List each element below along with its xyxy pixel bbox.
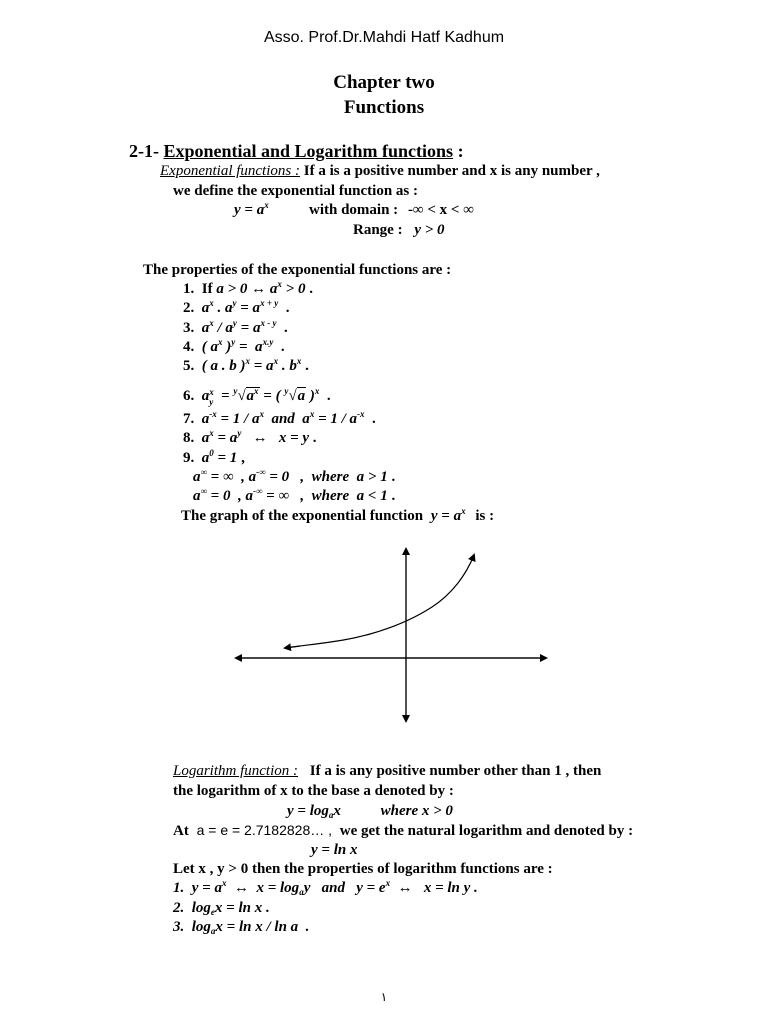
log-at-prefix: At bbox=[173, 823, 189, 839]
exp-definition: $y = a^x$ bbox=[234, 200, 269, 218]
section-number: 2-1- bbox=[129, 141, 159, 161]
exp-prop-9b: a∞ = ∞ , a-∞ = 0 , where a > 1 . bbox=[193, 467, 396, 485]
exp-label: Exponential functions : bbox=[160, 163, 300, 179]
exponential-curve bbox=[285, 555, 474, 648]
log-intro-line bbox=[173, 763, 601, 780]
log-ln: y = ln x bbox=[311, 842, 358, 858]
log-props-heading: Let x , y > 0 then the properties of logarithm functions are : bbox=[173, 861, 553, 877]
exp-prop-5: 5. ( a . b )$^x = a^x$ . $b^x$ . bbox=[183, 356, 309, 374]
section-title: Exponential and Logarithm functions bbox=[163, 141, 454, 161]
exp-prop-4: 4. ( $a^x$ )$^y = a^{x.y}$ . bbox=[183, 337, 285, 355]
graph-caption: The graph of the exponential function $y = a^x$ is : bbox=[181, 506, 495, 524]
log-def-where: where x > 0 bbox=[380, 803, 453, 819]
chapter-subtitle: Functions bbox=[343, 97, 425, 118]
exp-prop-9c: a∞ = 0 , a-∞ = ∞ , where a < 1 . bbox=[193, 486, 396, 504]
exp-range-label: Range : bbox=[353, 222, 403, 238]
section-colon: : bbox=[457, 141, 464, 161]
page-number: ١ bbox=[380, 990, 388, 1004]
exp-intro-2: we define the exponential function as : bbox=[173, 183, 418, 199]
exp-prop-6: 6. a x y = $^y√a^x$ = ( $^y$√a )$^x$ . bbox=[183, 386, 331, 407]
exp-def-lhs: y = a bbox=[234, 202, 265, 218]
exp-props-heading: The properties of the exponential functions are : bbox=[143, 262, 452, 278]
exp-domain-label: with domain : bbox=[309, 202, 399, 218]
exp-prop-7: 7. $a^{-x} = 1 / a^x$ and $a^x = 1 / a^{-x}$ . bbox=[183, 409, 376, 427]
log-prop-3: 3. $\log_ax = \ln x / \ln a$ . bbox=[173, 919, 310, 936]
log-at-value: a = e = 2.7182828… , bbox=[196, 822, 333, 838]
log-prop-1: 1. $y = a^x$ ↔ $x = \log_ay$ and $y = e^x$ ↔ x = ln y . bbox=[173, 878, 478, 897]
author-header: Asso. Prof.Dr.Mahdi Hatf Kadhum bbox=[263, 29, 505, 46]
exp-prop-3: 3. $a^x / a^y = a^{x - y}$ . bbox=[183, 318, 288, 336]
log-at-suffix: we get the natural logarithm and denoted by : bbox=[339, 823, 634, 839]
log-intro-1: If a is any positive number other than 1 , then bbox=[309, 763, 602, 779]
log-def: y = log bbox=[287, 803, 329, 819]
log-definition: $y = \log_ax$ where x > 0 bbox=[287, 803, 453, 820]
graph-caption-text: The graph of the exponential function bbox=[181, 508, 424, 524]
exp-range-value: y > 0 bbox=[414, 222, 445, 238]
exp-prop-8: 8. $a^x = a^y$ ↔ x = y . bbox=[183, 428, 317, 446]
curve-tail-arrow bbox=[285, 646, 300, 648]
exp-prop-2: 2. $a^x$ . $a^y = a^{x + y}$ . bbox=[183, 298, 290, 316]
log-label: Logarithm function : bbox=[173, 763, 299, 779]
log-intro-2: the logarithm of x to the base a denoted by : bbox=[173, 783, 454, 799]
log-prop-2: 2. $\log_ex = \ln x$ . bbox=[173, 900, 270, 917]
graph-caption-end: is : bbox=[475, 508, 495, 524]
log-at-line bbox=[173, 822, 633, 840]
exp-prop-1: 1. If a > 0 ↔ $a^x > 0$ . bbox=[183, 279, 313, 297]
chapter-title: Chapter two bbox=[333, 72, 435, 93]
exp-intro-1: If a is a positive number and x is any number , bbox=[303, 163, 600, 179]
graph-caption-formula: y = a bbox=[430, 508, 462, 524]
exp-prop-9: 9. $a^0 = 1$ , bbox=[183, 448, 245, 466]
exp-domain-value: -∞ < x < ∞ bbox=[407, 202, 474, 218]
